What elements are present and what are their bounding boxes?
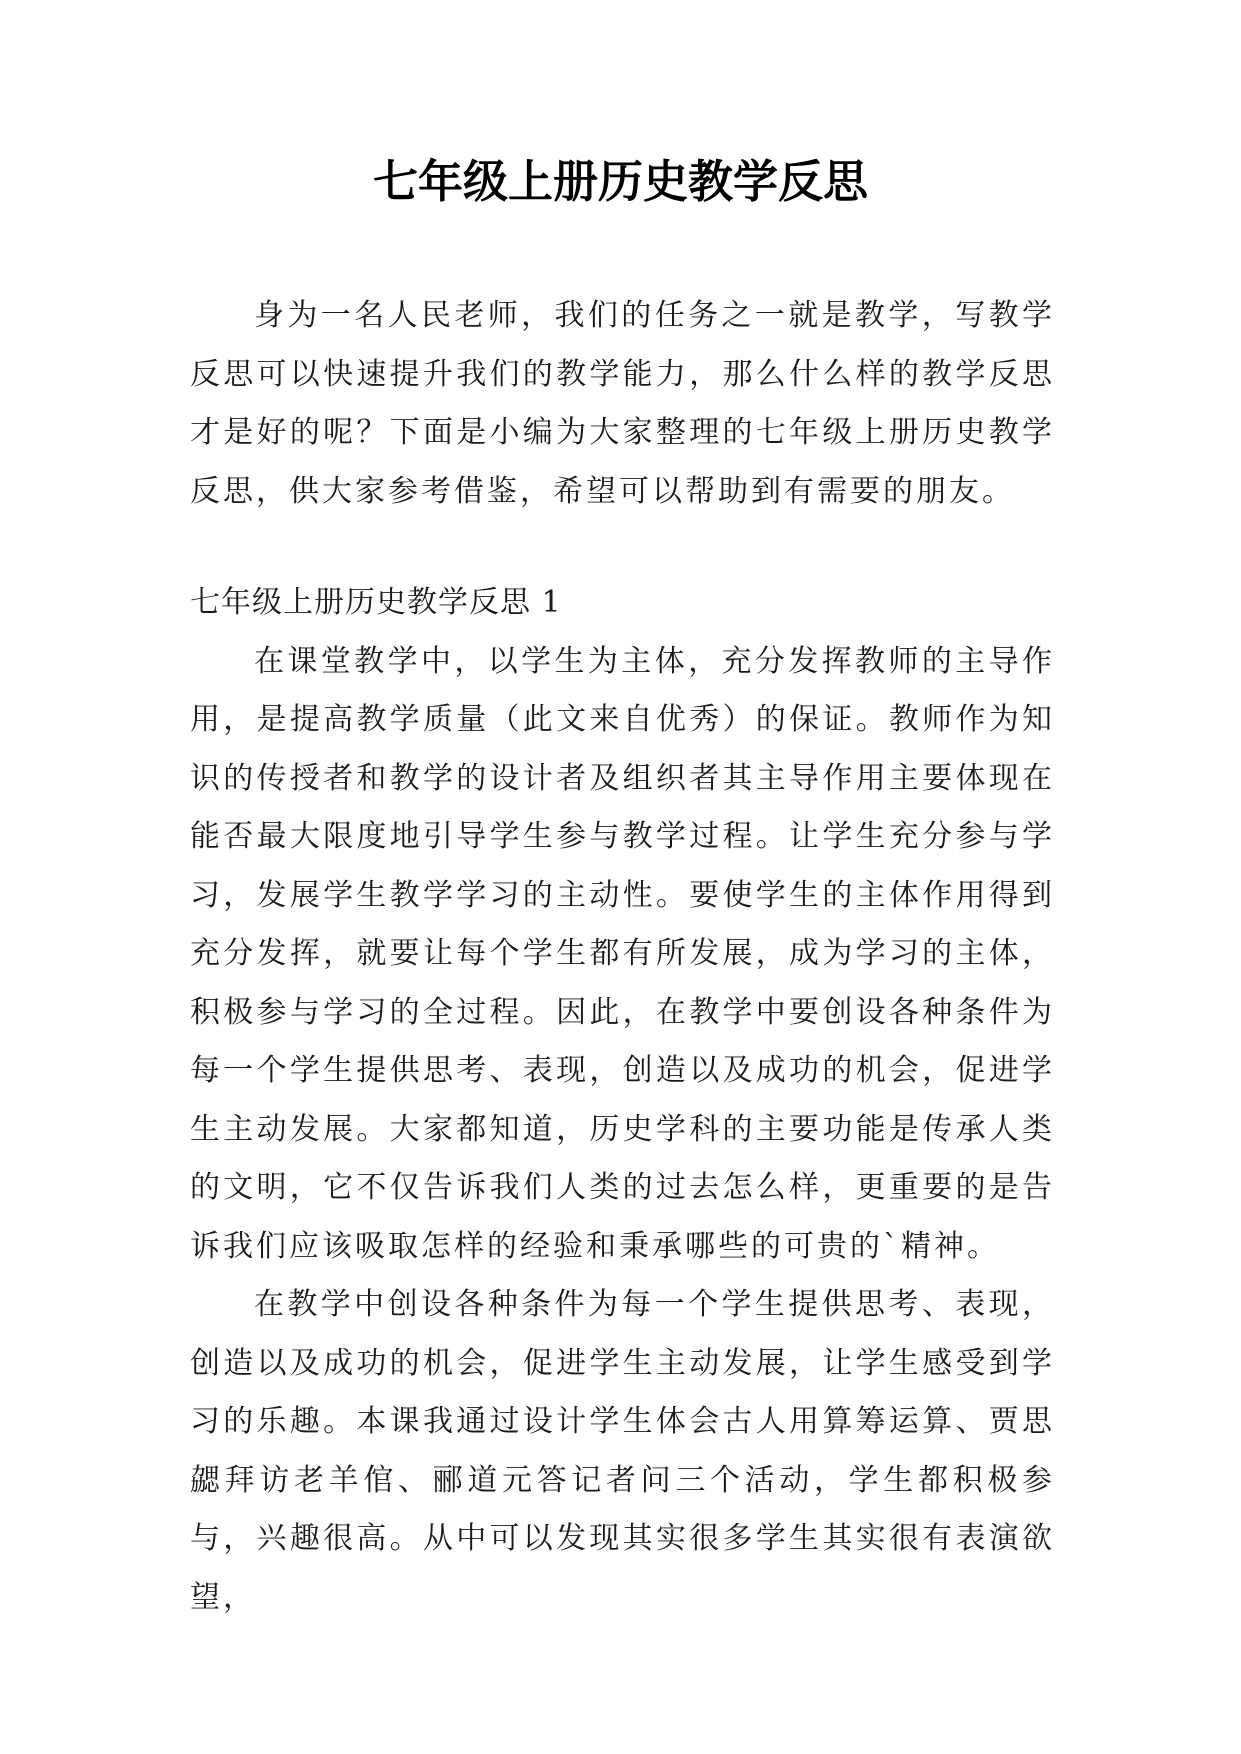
section-heading: 七年级上册历史教学反思 1 [190,585,562,620]
document-title: 七年级上册历史教学反思 [372,155,868,208]
document-body [190,287,1055,1627]
section-paragraph-2: 在教学中创设各种条件为每一个学生提供思考、表现，创造以及成功的机会，促进学生主动发展，让学生感受到学习的乐趣。本课我通过设计学生体会古人用算筹运算、贾思勰拜访老羊倌、郦道元答记者问三个活动，学生都积极参与，兴趣很高。从中可以发现其实很多学生其实很有表演欲望， [190,1287,1055,1615]
section-1 [190,574,1055,1627]
intro-paragraph: 身为一名人民老师，我们的任务之一就是教学，写教学反思可以快速提升我们的教学能力，那么什么样的教学反思才是好的呢？下面是小编为大家整理的七年级上册历史教学反思，供大家参考借鉴，希望可以帮助到有需要的朋友。 [190,298,1055,509]
section-paragraph-1: 在课堂教学中，以学生为主体，充分发挥教师的主导作用，是提高教学质量（此文来自优秀）的保证。教师作为知识的传授者和教学的设计者及组织者其主导作用主要体现在能否最大限度地引导学生参与教学过程。让学生充分参与学习，发展学生教学学习的主动性。要使学生的主体作用得到充分发挥，就要让每个学生都有所发展，成为学习的主体，积极参与学习的全过程。因此，在教学中要创设各种条件为每一个学生提供思考、表现，创造以及成功的机会，促进学生主动发展。大家都知道，历史学科的主要功能是传承人类的文明，它不仅告诉我们人类的过去怎么样，更重要的是告诉我们应该吸取怎样的经验和秉承哪些的可贵的`精神。 [190,643,1055,1264]
